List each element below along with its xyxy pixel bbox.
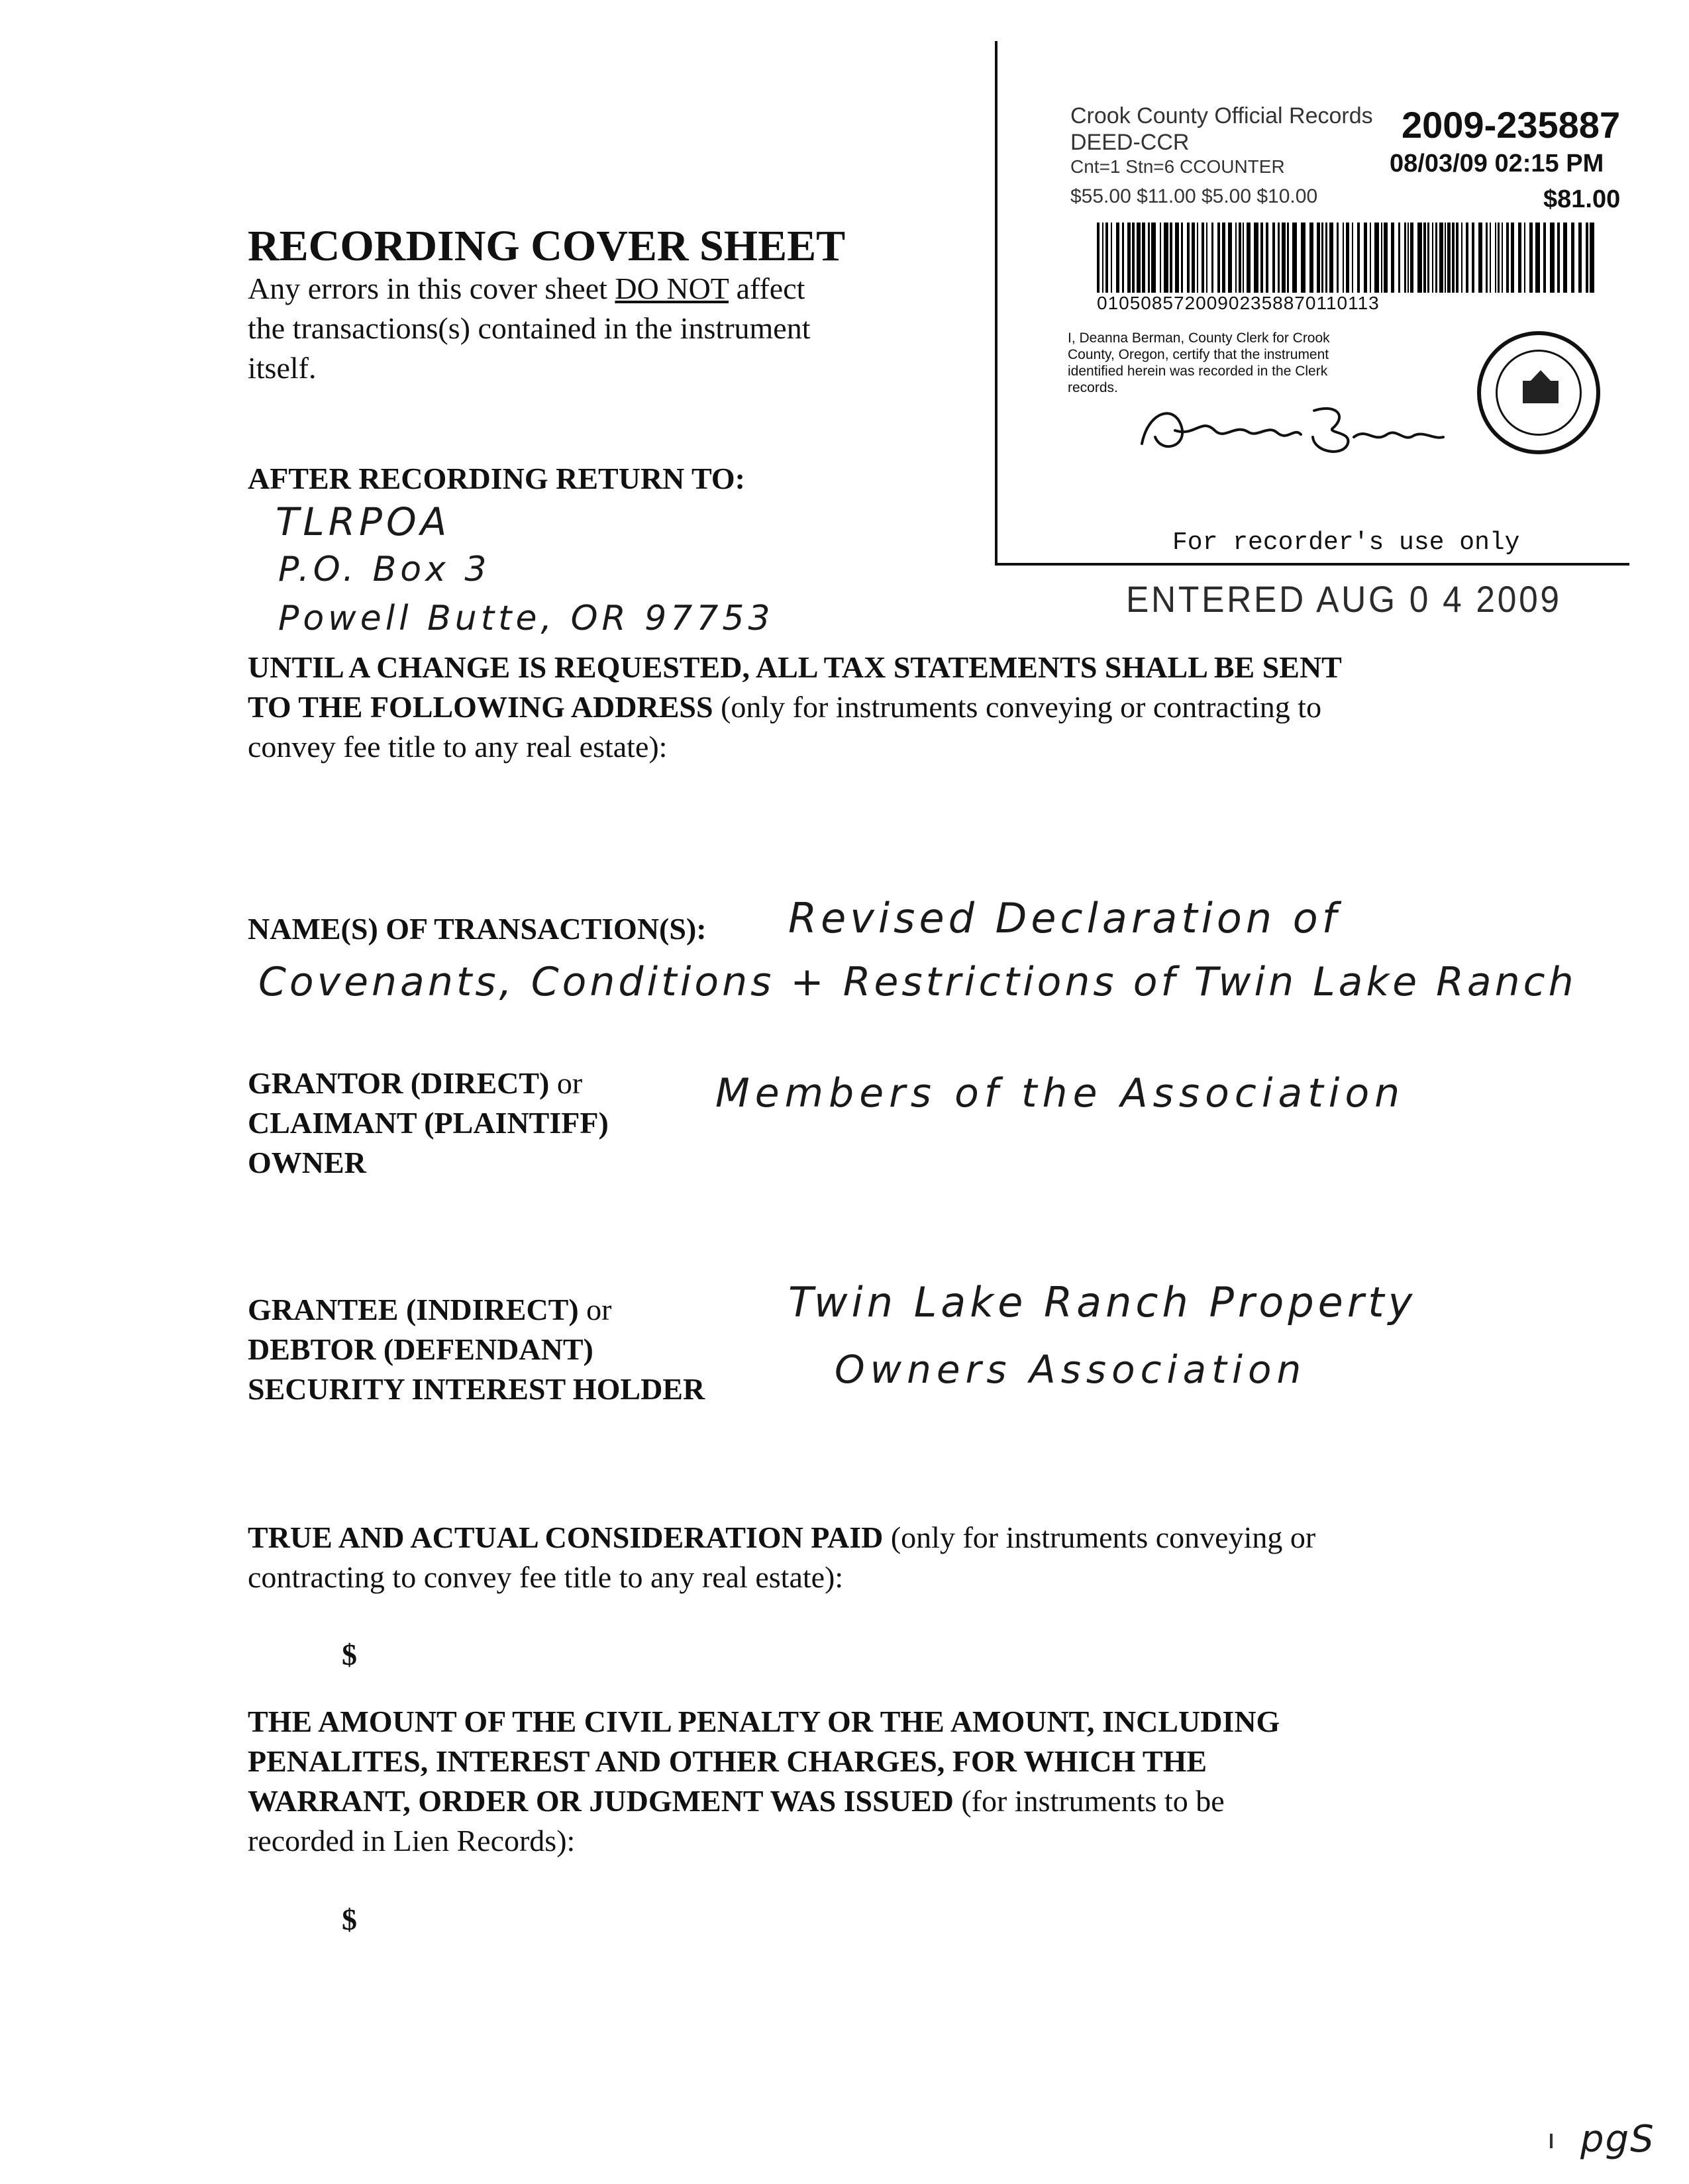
disclaimer-emphasis: DO NOT [615, 272, 729, 305]
grantor-value: Members of the Association [715, 1070, 1406, 1117]
tax-heading-line-2: TO THE FOLLOWING ADDRESS [248, 690, 713, 724]
recorder-counter: Cnt=1 Stn=6 CCOUNTER [1070, 156, 1285, 177]
scan-tick [1550, 2134, 1553, 2148]
disclaimer-line-1 [248, 269, 910, 309]
grantee-label-line-1 [248, 1290, 705, 1330]
disclaimer-text-1: Any errors in this cover sheet [248, 272, 615, 305]
return-to-line-1: TLRPOA [276, 499, 451, 544]
return-to-line-3: Powell Butte, OR 97753 [278, 599, 774, 638]
disclaimer-line-2: the transactions(s) contained in the instrument [248, 311, 811, 345]
certification-line-4: records. [1068, 380, 1118, 395]
recorded-datetime: 08/03/09 02:15 PM [1390, 150, 1604, 177]
tax-note-line-2: (only for instruments conveying or contracting to [713, 690, 1322, 724]
grantor-label [248, 1064, 609, 1183]
penalty-amount: $ [342, 1903, 357, 1936]
consideration-block [248, 1518, 1506, 1597]
tax-statements-block [248, 648, 1506, 767]
penalty-line-3 [248, 1781, 1506, 1821]
grantor-label-line-3: OWNER [248, 1146, 366, 1179]
page-title: RECORDING COVER SHEET [248, 222, 846, 270]
certification-line-3: identified herein was recorded in the Clerk [1068, 364, 1328, 379]
penalty-note-3: (for instruments to be [953, 1784, 1225, 1818]
transaction-label: NAME(S) OF TRANSACTION(S): [248, 912, 707, 946]
clerk-certification [1068, 330, 1439, 396]
page-count-mark: pgS [1580, 2118, 1655, 2161]
transaction-value-line-1: Revised Declaration of [788, 894, 1341, 942]
disclaimer-line-3: itself. [248, 351, 317, 385]
cover-disclaimer [248, 269, 910, 388]
recorder-fees: $55.00 $11.00 $5.00 $10.00 [1070, 185, 1318, 207]
entered-stamp: ENTERED AUG 0 4 2009 [1126, 578, 1562, 620]
grantee-value-line-2: Owners Association [835, 1347, 1307, 1392]
consideration-note-2: contracting to convey fee title to any real estate): [248, 1560, 844, 1594]
penalty-note-4: recorded in Lien Records): [248, 1824, 576, 1858]
recorder-doc-type: DEED-CCR [1070, 130, 1190, 155]
barcode-number: 01050857200902358870110113 [1097, 293, 1380, 313]
county-seal [1477, 331, 1600, 454]
penalty-heading-line-2: PENALITES, INTEREST AND OTHER CHARGES, FOR WHICH THE [248, 1744, 1207, 1778]
penalty-heading-line-1: THE AMOUNT OF THE CIVIL PENALTY OR THE AMOUNT, INCLUDING [248, 1705, 1280, 1738]
certification-line-1: I, Deanna Berman, County Clerk for Crook [1068, 330, 1330, 346]
penalty-heading-line-3: WARRANT, ORDER OR JUDGMENT WAS ISSUED [248, 1784, 954, 1818]
clerk-signature [1135, 391, 1447, 464]
return-to-line-2: P.O. Box 3 [278, 550, 491, 589]
return-to-label: AFTER RECORDING RETURN TO: [248, 462, 746, 495]
consideration-amount: $ [342, 1638, 357, 1671]
grantor-label-or: or [549, 1066, 583, 1100]
tax-line-2 [248, 687, 1506, 727]
grantee-label-text-1: GRANTEE (INDIRECT) [248, 1293, 579, 1326]
grantee-label-or: or [578, 1293, 612, 1326]
certification-line-2: County, Oregon, certify that the instrument [1068, 347, 1329, 362]
grantee-label-line-3: SECURITY INTEREST HOLDER [248, 1372, 705, 1406]
grantor-label-line-2: CLAIMANT (PLAINTIFF) [248, 1106, 609, 1140]
recorder-office: Crook County Official Records [1070, 103, 1373, 128]
recorder-use-only: For recorder's use only [1172, 528, 1520, 557]
tax-heading-line-1: UNTIL A CHANGE IS REQUESTED, ALL TAX STATEMENTS SHALL BE SENT [248, 650, 1342, 684]
grantee-value-line-1: Twin Lake Ranch Property [788, 1278, 1417, 1326]
consideration-line-1 [248, 1518, 1506, 1558]
grantee-label [248, 1290, 705, 1409]
instrument-number: 2009-235887 [1402, 104, 1621, 146]
barcode [1097, 223, 1598, 293]
grantor-label-line-1 [248, 1064, 609, 1103]
recorder-box-bottom-border [995, 563, 1629, 566]
grantor-label-text-1: GRANTOR (DIRECT) [248, 1066, 550, 1100]
transaction-value-line-2: Covenants, Conditions + Restrictions of Twin Lake Ranch [258, 959, 1577, 1005]
recorder-box-left-border [995, 41, 998, 566]
consideration-heading: TRUE AND ACTUAL CONSIDERATION PAID [248, 1520, 884, 1554]
penalty-block [248, 1702, 1506, 1861]
recorded-total: $81.00 [1543, 185, 1621, 213]
disclaimer-text-2: affect [729, 272, 805, 305]
grantee-label-line-2: DEBTOR (DEFENDANT) [248, 1332, 593, 1366]
consideration-note-1: (only for instruments conveying or [883, 1520, 1316, 1554]
tax-note-line-3: convey fee title to any real estate): [248, 730, 668, 764]
